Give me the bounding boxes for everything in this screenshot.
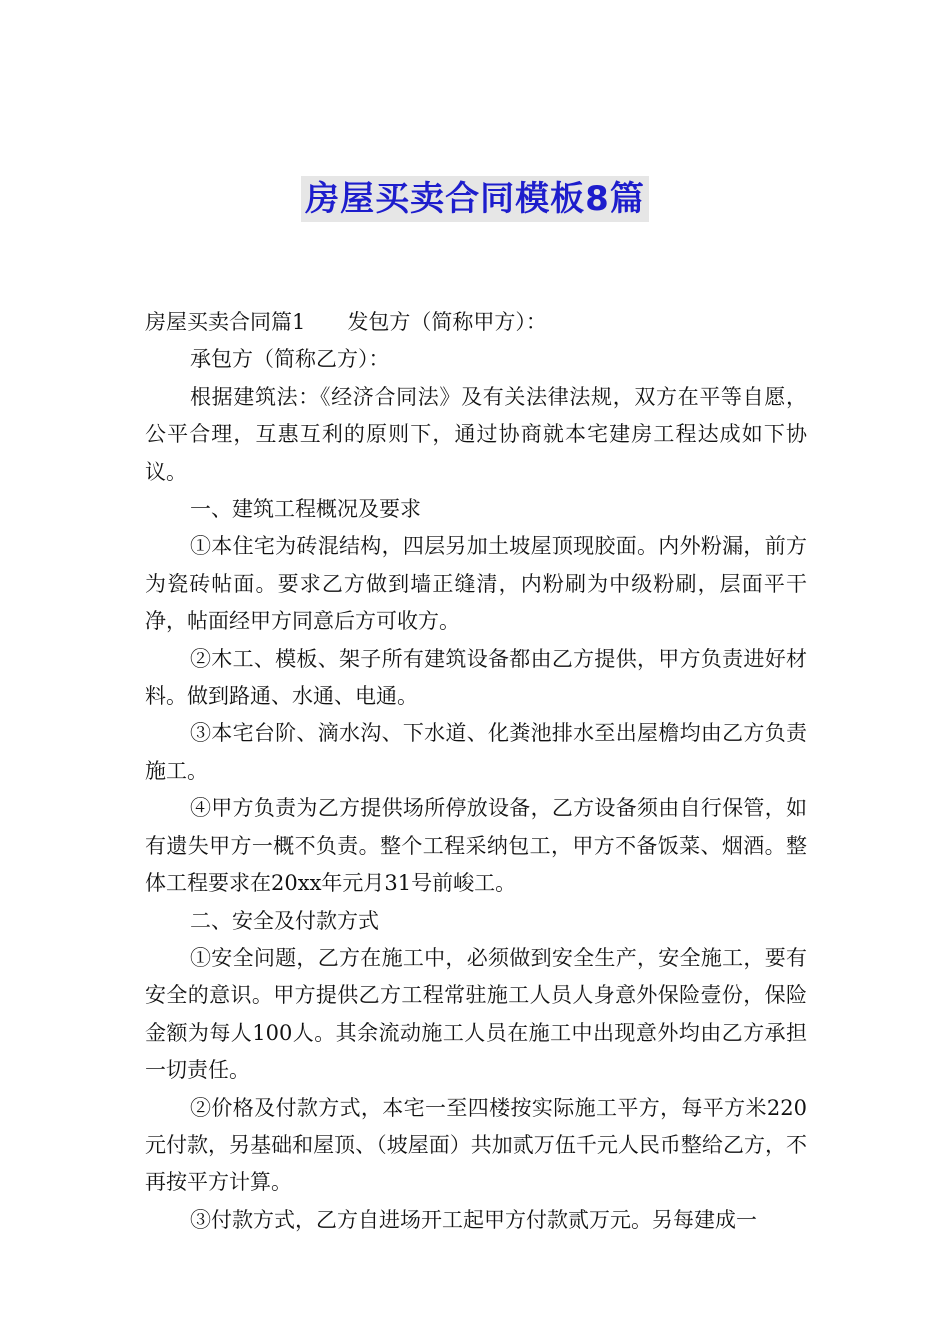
party-b-label: 承包方（简称乙方）： <box>190 347 390 372</box>
clause-2-3: ③付款方式，乙方自进场开工起甲方付款贰万元。另每建成一 <box>190 1207 757 1232</box>
clause-1-4: ④甲方负责为乙方提供场所停放设备，乙方设备须由自行保管，如有遗失甲方一概不负责。整个工程采纳包工，甲方不备饭菜、烟酒。整体工程要求在20xx年元月31号前峻工。 <box>145 796 807 896</box>
contract-section-label: 房屋买卖合同篇1 <box>145 310 306 334</box>
paragraph-header-line <box>145 304 807 341</box>
clause-1-3: ③本宅台阶、滴水沟、下水道、化粪池排水至出屋檐均由乙方负责施工。 <box>145 721 807 783</box>
clause-1-2: ②木工、模板、架子所有建筑设备都由乙方提供，甲方负责进好材料。做到路通、水通、电通。 <box>145 646 807 709</box>
preamble-paragraph: 根据建筑法：《经济合同法》及有关法律法规，双方在平等自愿，公平合理，互惠互利的原则下，通过协商就本宅建房工程达成如下协议。 <box>145 384 807 484</box>
clause-2-2: ②价格及付款方式，本宅一至四楼按实际施工平方，每平方米220元付款，另基础和屋顶、（坡屋面）共加贰万伍千元人民币整给乙方，不再按平方计算。 <box>145 1095 807 1195</box>
party-a-label: 发包方（简称甲方）： <box>347 310 547 334</box>
section-heading-1: 一、建筑工程概况及要求 <box>190 497 421 522</box>
clause-2-1: ①安全问题，乙方在施工中，必须做到安全生产，安全施工，要有安全的意识。甲方提供乙方工程常驻施工人员人身意外保险壹份，保险金额为每人100人。其余流动施工人员在施工中出现意外均由乙方承担一切责任。 <box>145 945 807 1083</box>
document-title: 房屋买卖合同模板8篇 <box>301 176 649 222</box>
clause-1-1: ①本住宅为砖混结构，四层另加土坡屋顶现胶面。内外粉漏，前方为瓷砖帖面。要求乙方做到墙正缝清，内粉刷为中级粉刷，层面平干净，帖面经甲方同意后方可收方。 <box>145 534 807 634</box>
document-body <box>145 304 807 1239</box>
title-container <box>0 176 950 222</box>
section-heading-2: 二、安全及付款方式 <box>190 908 379 933</box>
